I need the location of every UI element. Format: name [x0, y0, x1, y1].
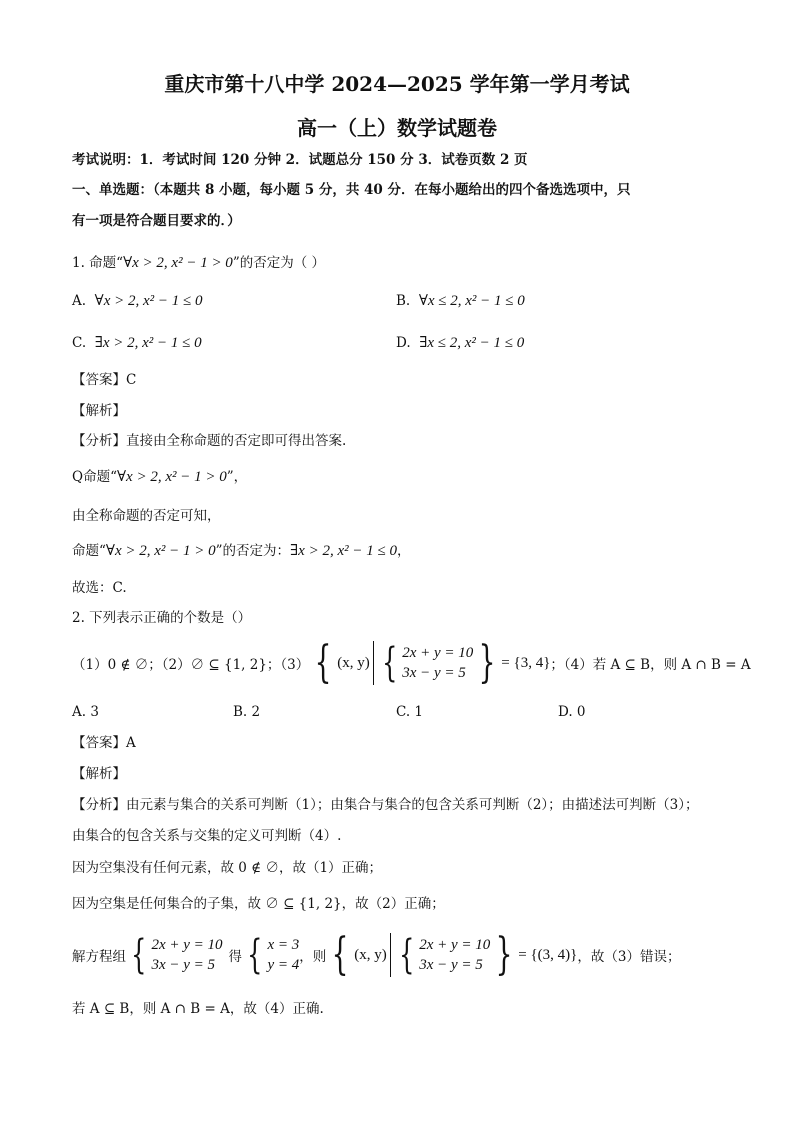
- q2-step3-r1: x = 3: [267, 937, 300, 953]
- q2-set-element: (x, y): [337, 654, 370, 671]
- q1-option-d-math: ∃x ≤ 2, x² − 1 ≤ 0: [419, 335, 525, 351]
- set-divider: [373, 641, 374, 685]
- q2-step3-eq2: 3x − y = 5: [151, 957, 216, 973]
- q2-step3-pre: 解方程组: [72, 949, 126, 965]
- q2-analysis-label: 【解析】: [72, 766, 126, 782]
- q2-step4: 若 A ⊆ B，则 A ∩ B = A，故（4）正确.: [72, 1001, 324, 1017]
- section1-heading-line2: 有一项是符合题目要求的．）: [72, 213, 241, 229]
- q2-step3-then: ，则: [299, 949, 327, 965]
- system-brace-icon: {: [398, 932, 415, 978]
- q2-answer: 【答案】A: [72, 735, 136, 751]
- q2-fenxi-line1: 【分析】由元素与集合的关系可判断（1）；由集合与集合的包含关系可判断（2）；由描述法可判断（3）；: [72, 797, 699, 813]
- q1-stem-math: ∀x > 2, x² − 1 > 0: [123, 255, 233, 271]
- right-brace-icon: }: [495, 929, 513, 980]
- q2-eq2: 3x − y = 5: [402, 665, 466, 681]
- q2-step3-eq1: 2x + y = 10: [151, 937, 223, 953]
- q1-step1: [72, 467, 247, 487]
- q1-option-c: [72, 333, 202, 353]
- q1-option-b-label: B.: [396, 293, 411, 309]
- solution-brace-icon: {: [247, 932, 263, 978]
- q1-step3-pre: 命题“: [72, 543, 106, 559]
- system-brace-icon: {: [131, 932, 147, 978]
- q1-option-c-label: C.: [72, 335, 87, 351]
- q1-step3-math2: ∃x > 2, x² − 1 ≤ 0: [290, 543, 397, 559]
- exam-subtitle: 高一（上）数学试题卷: [297, 116, 497, 140]
- q1-option-b: [396, 291, 525, 311]
- q2-stem: 2. 下列表示正确的个数是（）: [72, 610, 252, 626]
- q2-step3-post: ，故（3）错误；: [577, 949, 681, 965]
- q2-option-a: A. 3: [72, 704, 99, 720]
- q1-step3-post: ，: [396, 543, 411, 559]
- q2-option-c: C. 1: [396, 704, 424, 720]
- q1-option-a-label: A.: [72, 293, 87, 309]
- q2-equation-system: [402, 643, 473, 683]
- q1-step2: 由全称命题的否定可知，: [72, 508, 221, 524]
- system-brace-icon: {: [381, 640, 398, 686]
- q1-answer: 【答案】C: [72, 372, 137, 388]
- set-divider: [390, 933, 391, 977]
- q2-step3: [72, 930, 680, 980]
- q1-option-c-math: ∃x > 2, x² − 1 ≤ 0: [94, 335, 202, 351]
- q1-option-d-label: D.: [396, 335, 411, 351]
- q2-step3-r2: y = 4: [267, 957, 300, 973]
- q2-step2: 因为空集是任何集合的子集，故 ∅ ⊆ {1, 2}，故（2）正确；: [72, 896, 445, 912]
- q2-fenxi-line2: 由集合的包含关系与交集的定义可判断（4）.: [72, 828, 342, 844]
- q1-option-a-math: ∀x > 2, x² − 1 ≤ 0: [94, 293, 203, 309]
- q2-step3-system2: [419, 935, 490, 975]
- q1-step4: 故选：C.: [72, 580, 127, 596]
- q2-eq1: 2x + y = 10: [402, 645, 474, 661]
- q2-step3-set-element: (x, y): [354, 946, 387, 963]
- q2-step3-sys2-eq1: 2x + y = 10: [419, 937, 491, 953]
- q1-fenxi: 【分析】直接由全称命题的否定即可得出答案.: [72, 433, 347, 449]
- q2-set-result: = {3, 4}: [501, 654, 551, 671]
- q2-step3-solution: [267, 935, 299, 975]
- q2-step3-system: [151, 935, 222, 975]
- q2-step1: 因为空集没有任何元素，故 0 ∉ ∅，故（1）正确；: [72, 860, 383, 876]
- exam-title: 重庆市第十八中学 2024—2025 学年第一学月考试: [164, 72, 630, 96]
- q1-stem-post: ”的否定为（ ）: [232, 255, 326, 271]
- section1-heading-line1: 一、单选题：（本题共 8 小题，每小题 5 分，共 40 分．在每小题给出的四个备选选项中，只: [72, 182, 631, 198]
- q2-item-4: ；（4）若 A ⊆ B，则 A ∩ B = A: [550, 657, 751, 673]
- left-brace-icon: {: [314, 637, 332, 688]
- q2-step3-set-result: = {(3, 4)}: [518, 946, 578, 963]
- q1-step3-math: ∀x > 2, x² − 1 > 0: [105, 543, 216, 559]
- q1-stem-pre: 1. 命题“: [72, 255, 124, 271]
- q2-step3-sys2-eq2: 3x − y = 5: [419, 957, 483, 973]
- q1-option-b-math: ∀x ≤ 2, x² − 1 ≤ 0: [418, 293, 525, 309]
- q2-option-d: D. 0: [558, 704, 586, 720]
- exam-instructions: 考试说明：1．考试时间 120 分钟 2．试题总分 150 分 3．试卷页数 2 页: [72, 152, 528, 168]
- left-brace-icon: {: [331, 929, 349, 980]
- q1-option-a: [72, 291, 202, 311]
- q1-option-d: [396, 333, 524, 353]
- right-brace-icon: }: [478, 637, 496, 688]
- q2-items-1-3: （1）0 ∉ ∅；（2）∅ ⊆ {1, 2}；（3）: [72, 657, 310, 673]
- q1-step3: [72, 541, 410, 561]
- q2-items: [72, 638, 751, 688]
- q1-step1-pre: Q命题“: [72, 469, 117, 485]
- q1-step1-post: ”，: [226, 469, 248, 485]
- q2-option-b: B. 2: [233, 704, 261, 720]
- q1-step1-math: ∀x > 2, x² − 1 > 0: [116, 469, 227, 485]
- q2-step3-de: 得: [228, 949, 243, 965]
- q1-stem: [72, 253, 325, 273]
- q1-analysis-label: 【解析】: [72, 403, 126, 419]
- q1-step3-mid: ”的否定为：: [215, 543, 291, 559]
